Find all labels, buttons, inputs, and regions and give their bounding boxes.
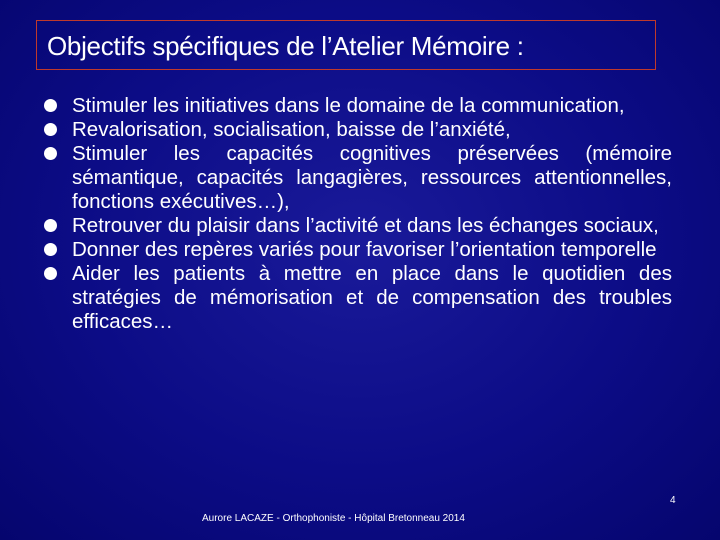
bullet-dot-icon <box>44 147 57 160</box>
bullet-text: Donner des repères variés pour favoriser l’orientation temporelle <box>72 238 657 261</box>
bullet-item <box>44 214 672 238</box>
title-box <box>36 20 656 70</box>
slide-title: Objectifs spécifiques de l’Atelier Mémoire : <box>47 31 524 61</box>
footer-text: Aurore LACAZE - Orthophoniste - Hôpital Bretonneau 2014 <box>202 513 465 524</box>
bullet-dot-icon <box>44 243 57 256</box>
bullet-text: Aider les patients à mettre en place dans le quotidien des stratégies de mémorisation et de compensation des troubles efficaces… <box>72 262 672 333</box>
bullet-dot-icon <box>44 123 57 136</box>
page-number: 4 <box>670 495 676 506</box>
bullet-dot-icon <box>44 267 57 280</box>
bullet-list <box>44 94 672 334</box>
bullet-text: Revalorisation, socialisation, baisse de l’anxiété, <box>72 118 511 141</box>
bullet-item <box>44 238 672 262</box>
bullet-item <box>44 262 672 334</box>
bullet-item <box>44 94 672 118</box>
bullet-text: Retrouver du plaisir dans l’activité et dans les échanges sociaux, <box>72 214 659 237</box>
bullet-item <box>44 142 672 214</box>
bullet-dot-icon <box>44 99 57 112</box>
bullet-text: Stimuler les capacités cognitives préservées (mémoire sémantique, capacités langagières, ressources attentionnelles, fonctions exécutives…), <box>72 142 672 213</box>
bullet-item <box>44 118 672 142</box>
bullet-text: Stimuler les initiatives dans le domaine de la communication, <box>72 94 625 117</box>
bullet-dot-icon <box>44 219 57 232</box>
